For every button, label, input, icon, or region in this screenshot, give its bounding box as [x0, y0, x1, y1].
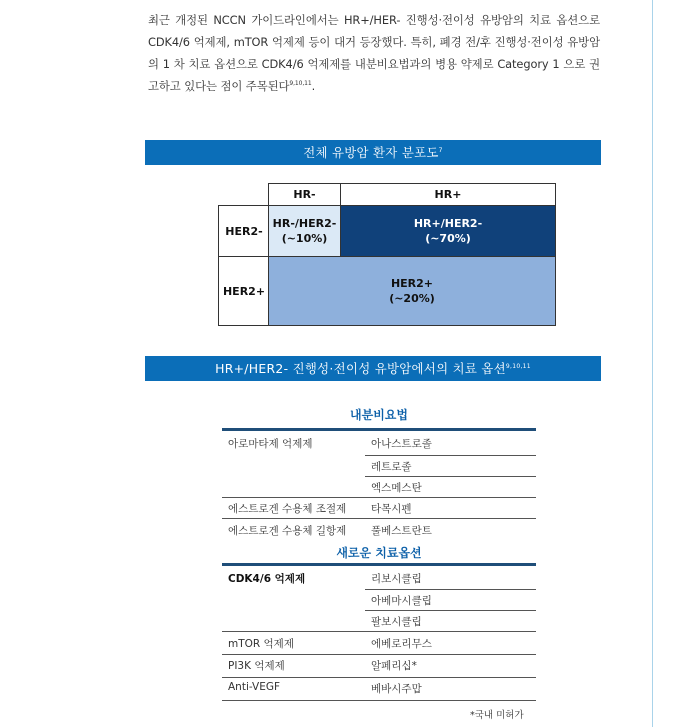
footnote: *국내 미허가	[470, 710, 524, 721]
drug-name: 레트로졸	[371, 461, 412, 473]
col-header-hr-neg: HR-	[268, 183, 341, 205]
table-rule	[222, 518, 536, 519]
drug-name: 아나스트로졸	[371, 438, 432, 450]
new-options-heading: 새로운 치료옵션	[336, 546, 422, 560]
drug-name: 에베로리무스	[371, 638, 432, 650]
drug-name: 리보시클립	[371, 573, 422, 585]
table-rule	[222, 497, 536, 498]
cell-hrneg-her2neg: HR-/HER2- (~10%)	[268, 205, 341, 257]
drug-class-label: 에스트로겐 수용체 조절제	[228, 503, 347, 515]
drug-name: 엑스메스탄	[371, 482, 422, 494]
col-header-hr-pos: HR+	[340, 183, 556, 205]
table-rule	[365, 589, 536, 590]
drug-class-label: mTOR 억제제	[228, 638, 294, 650]
drug-class-label: 에스트로겐 수용체 길항제	[228, 525, 347, 537]
drug-class-label: Anti-VEGF	[228, 681, 281, 693]
table-rule	[365, 610, 536, 611]
row-header-her2-pos: HER2+	[218, 256, 269, 326]
drug-name: 베바시주맙	[371, 683, 422, 695]
drug-name: 풀베스트란트	[371, 525, 432, 537]
table-rule	[365, 476, 536, 477]
endocrine-heading: 내분비요법	[350, 408, 408, 422]
table-rule	[222, 700, 536, 701]
row-header-her2-neg: HER2-	[218, 205, 269, 257]
page-edge-rule	[652, 0, 653, 727]
table-rule	[222, 631, 536, 632]
drug-class-label: 아로마타제 억제제	[228, 438, 313, 450]
intro-paragraph: 최근 개정된 NCCN 가이드라인에서는 HR+/HER- 진행성·전이성 유방암의 치료 옵션으로 CDK4/6 억제제, mTOR 억제제 등이 대거 등장했다. 특히, 폐경 전/후 진행성·전이성 유방암의 1 차 치료 옵션으로 CDK4/6 억제제를 내분비요법과의 병용 약제로 Category 1 으로 권고하고 있다는 점이 주목된다$^{9,10,11}$.	[148, 13, 600, 93]
table-rule	[222, 563, 536, 566]
distribution-banner: 전체 유방암 환자 분포도$^7$	[145, 140, 601, 165]
drug-class-label: PI3K 억제제	[228, 660, 285, 672]
options-banner: HR+/HER2- 진행성·전이성 유방암에서의 치료 옵션$^{9,10,11}$	[145, 356, 601, 381]
cell-hrpos-her2neg: HR+/HER2- (~70%)	[340, 205, 556, 257]
drug-name: 아베마시클립	[371, 595, 432, 607]
table-rule	[222, 677, 536, 678]
table-rule	[365, 455, 536, 456]
cell-her2pos: HER2+ (~20%)	[268, 256, 556, 326]
table-rule	[222, 654, 536, 655]
drug-name: 타목시펜	[371, 503, 412, 515]
drug-name: 팔보시클립	[371, 616, 422, 628]
drug-name: 알페리십*	[371, 660, 417, 672]
table-rule	[222, 428, 536, 431]
drug-class-label: CDK4/6 억제제	[228, 573, 306, 585]
